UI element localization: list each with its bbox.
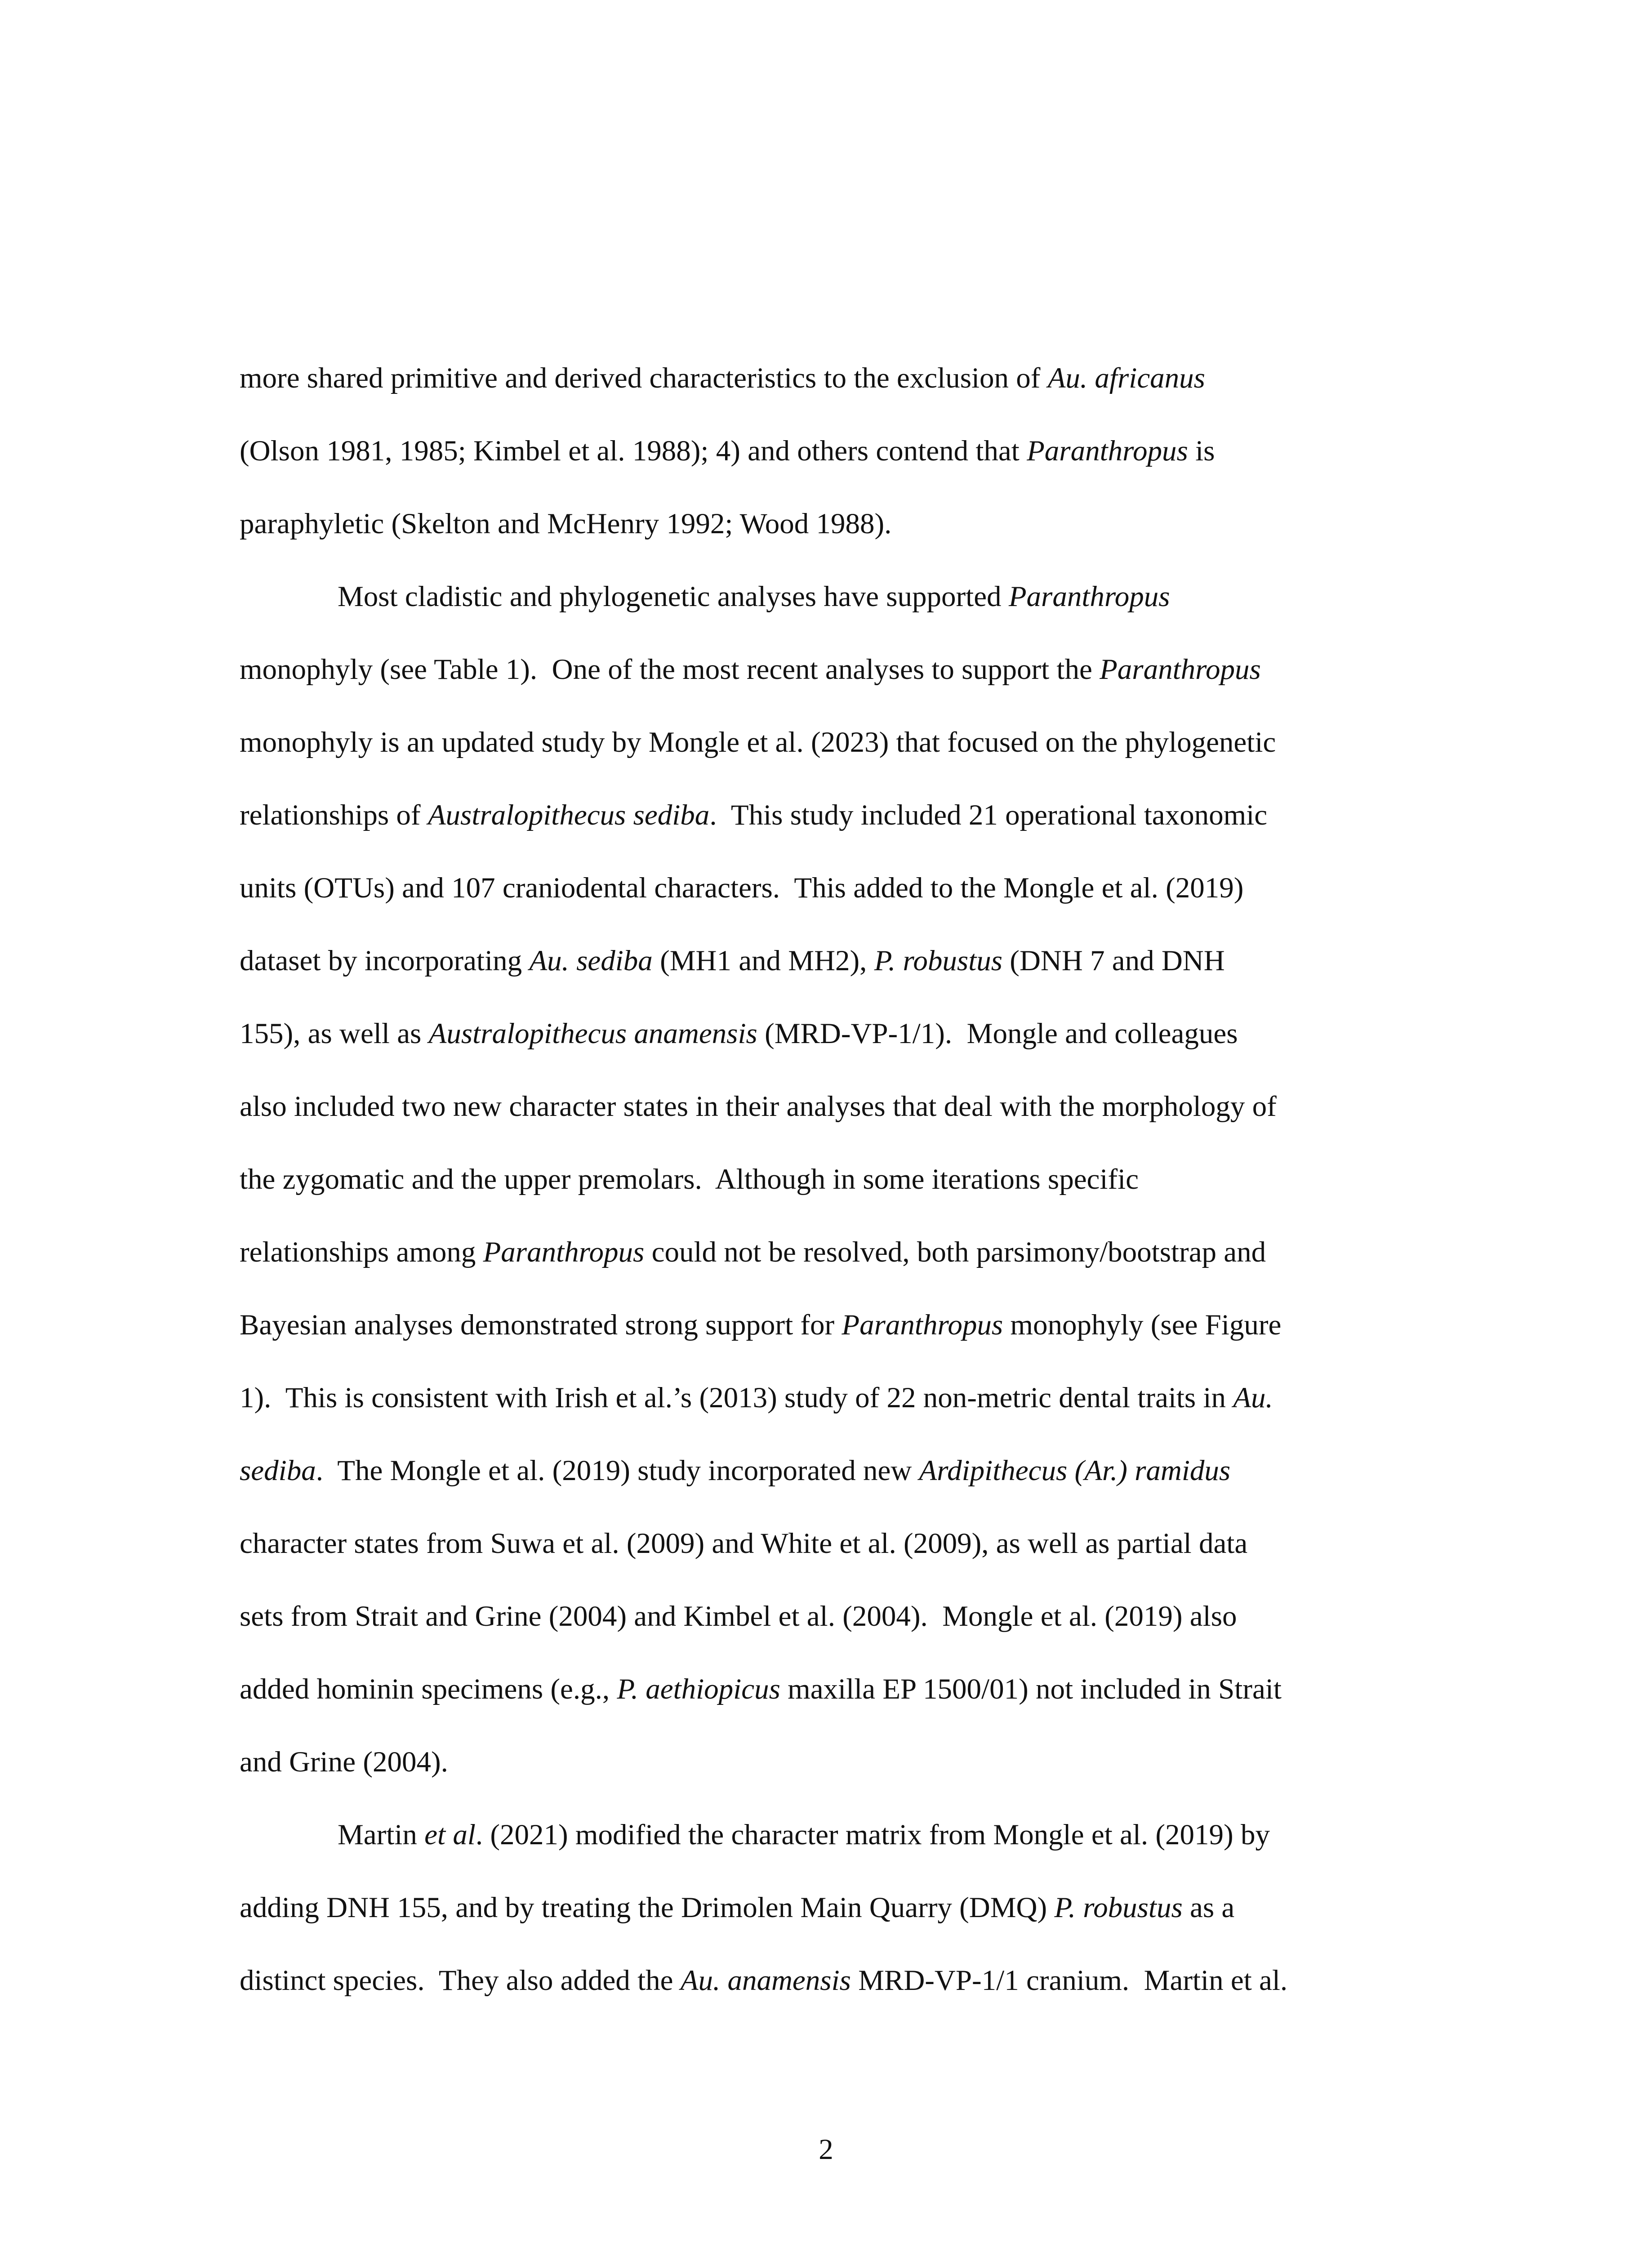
text-run: Most cladistic and phylogenetic analyses have supported [338, 580, 1009, 613]
text-run: also included two new character states in their analyses that deal with the morphology of [240, 1090, 1277, 1123]
text-line [240, 1653, 1282, 1726]
paragraph-start-line [338, 1798, 1270, 1871]
text-run: more shared primitive and derived characteristics to the exclusion of [240, 362, 1048, 394]
italic-text-run: et al [424, 1819, 476, 1851]
text-line [240, 1871, 1234, 1944]
text-line [240, 1143, 1139, 1216]
text-run: monophyly is an updated study by Mongle et al. (2023) that focused on the phylogenetic [240, 726, 1276, 758]
text-line [240, 997, 1238, 1070]
italic-text-run: Au. anamensis [680, 1964, 851, 1997]
text-run: maxilla EP 1500/01) not included in Strait [780, 1673, 1282, 1705]
text-run: monophyly (see Table 1). One of the most recent analyses to support the [240, 653, 1100, 686]
italic-text-run: P. aethiopicus [617, 1673, 780, 1705]
text-run: and Grine (2004). [240, 1746, 448, 1778]
text-run: distinct species. They also added the [240, 1964, 681, 1997]
text-line [240, 1216, 1266, 1289]
text-run: 1). This is consistent with Irish et al.’s (2013) study of 22 non-metric dental traits in [240, 1382, 1233, 1414]
text-run: (MH1 and MH2), [652, 945, 874, 977]
text-line [240, 706, 1276, 779]
text-line [240, 342, 1205, 415]
italic-text-run: Au. [1233, 1382, 1273, 1414]
text-run: as a [1182, 1891, 1235, 1924]
text-run: units (OTUs) and 107 craniodental characters. This added to the Mongle et al. (2019) [240, 872, 1244, 904]
italic-text-run: Au. africanus [1047, 362, 1205, 394]
text-run: dataset by incorporating [240, 945, 530, 977]
text-run: monophyly (see Figure [1003, 1309, 1282, 1341]
italic-text-run: P. robustus [874, 945, 1003, 977]
text-line [240, 1289, 1281, 1361]
text-line [240, 1507, 1247, 1580]
text-run: the zygomatic and the upper premolars. Although in some iterations specific [240, 1163, 1139, 1195]
text-run: character states from Suwa et al. (2009) and White et al. (2009), as well as partial data [240, 1527, 1248, 1560]
text-line [240, 1944, 1287, 2017]
text-run: added hominin specimens (e.g., [240, 1673, 617, 1705]
italic-text-run: Paranthropus [483, 1236, 645, 1268]
text-line [240, 1434, 1230, 1507]
text-line [240, 1361, 1273, 1434]
italic-text-run: Au. sediba [529, 945, 653, 977]
text-run: (DNH 7 and DNH [1002, 945, 1225, 977]
italic-text-run: Ardipithecus (Ar.) ramidus [919, 1454, 1231, 1487]
text-run: Martin [338, 1819, 425, 1851]
text-line [240, 924, 1225, 997]
italic-text-run: Paranthropus [1008, 580, 1170, 613]
italic-text-run: Australopithecus anamensis [428, 1017, 757, 1050]
text-line [240, 1726, 448, 1798]
text-line [240, 633, 1261, 706]
italic-text-run: P. robustus [1054, 1891, 1183, 1924]
text-run: 155), as well as [240, 1017, 429, 1050]
text-run: (Olson 1981, 1985; Kimbel et al. 1988); 4) and others contend that [240, 435, 1027, 467]
italic-text-run: Paranthropus [842, 1309, 1003, 1341]
text-run: . This study included 21 operational taxonomic [709, 799, 1268, 831]
paragraph-start-line [338, 560, 1170, 633]
text-line [240, 779, 1267, 852]
text-run: paraphyletic (Skelton and McHenry 1992; Wood 1988). [240, 508, 892, 540]
text-line [240, 1580, 1237, 1653]
italic-text-run: sediba [240, 1454, 316, 1487]
text-run: . The Mongle et al. (2019) study incorporated new [316, 1454, 919, 1487]
text-run: is [1188, 435, 1215, 467]
text-run: relationships of [240, 799, 428, 831]
text-line [240, 1070, 1277, 1143]
text-run: could not be resolved, both parsimony/bootstrap and [644, 1236, 1266, 1268]
italic-text-run: Paranthropus [1027, 435, 1188, 467]
text-run: (MRD-VP-1/1). Mongle and colleagues [757, 1017, 1238, 1050]
text-run: relationships among [240, 1236, 483, 1268]
text-run: . (2021) modified the character matrix from Mongle et al. (2019) by [475, 1819, 1270, 1851]
italic-text-run: Paranthropus [1100, 653, 1261, 686]
text-run: adding DNH 155, and by treating the Drimolen Main Quarry (DMQ) [240, 1891, 1055, 1924]
text-run: sets from Strait and Grine (2004) and Kimbel et al. (2004). Mongle et al. (2019) also [240, 1600, 1237, 1632]
text-run: MRD-VP-1/1 cranium. Martin et al. [850, 1964, 1288, 1997]
text-line [240, 852, 1243, 924]
page-number: 2 [819, 2133, 833, 2166]
text-run: Bayesian analyses demonstrated strong support for [240, 1309, 842, 1341]
italic-text-run: Australopithecus sediba [427, 799, 710, 831]
text-line [240, 415, 1215, 487]
text-line [240, 487, 891, 560]
